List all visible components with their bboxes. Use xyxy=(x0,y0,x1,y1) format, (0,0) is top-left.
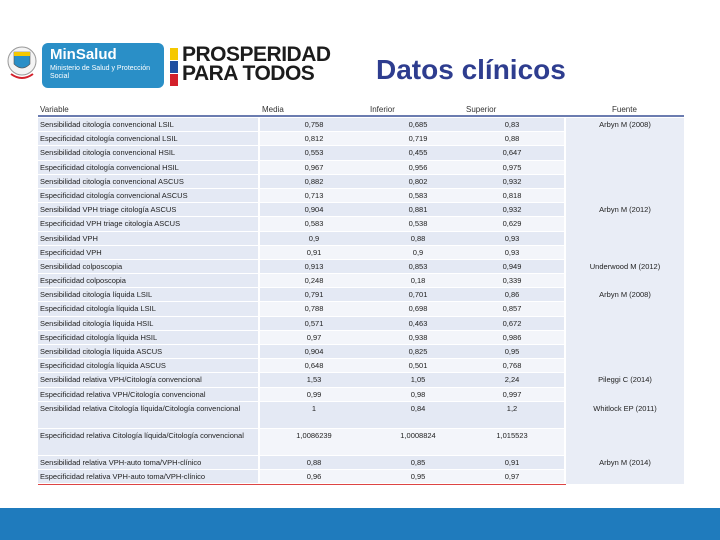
cell-superior: 0,857 xyxy=(502,304,522,314)
cell-superior: 0,93 xyxy=(504,247,520,257)
cell-media: 0,96 xyxy=(306,471,322,481)
row-band-fuente xyxy=(566,189,684,203)
row-band-fuente xyxy=(566,246,684,260)
cell-inferior: 1,05 xyxy=(410,375,426,385)
cell-superior: 0,975 xyxy=(502,162,522,172)
cell-inferior: 0,98 xyxy=(410,389,426,399)
column-header-variable: Variable xyxy=(40,105,69,114)
cell-variable: Especificidad relativa VPH-auto toma/VPH-clínico xyxy=(40,471,206,481)
cell-media: 0,648 xyxy=(304,361,324,371)
cell-variable: Sensibilidad VPH xyxy=(40,233,98,243)
cell-variable: Especificidad citología convencional LSIL xyxy=(40,134,178,144)
cell-variable: Especificidad citología líquida LSIL xyxy=(40,304,156,314)
cell-inferior: 0,95 xyxy=(410,471,426,481)
cell-variable: Especificidad colposcopia xyxy=(40,276,126,286)
cell-superior: 2,24 xyxy=(504,375,520,385)
cell-superior: 0,647 xyxy=(502,148,522,158)
cell-variable: Especificidad citología líquida HSIL xyxy=(40,332,158,342)
row-band-fuente xyxy=(566,359,684,373)
logo-area xyxy=(0,40,331,92)
table-row xyxy=(38,246,684,260)
cell-variable: Especificidad VPH triage citología ASCUS xyxy=(40,219,181,229)
cell-inferior: 0,9 xyxy=(412,247,424,257)
minsalud-name: MinSalud xyxy=(50,46,117,63)
cell-variable: Sensibilidad citología convencional LSIL xyxy=(40,120,174,129)
cell-inferior: 0,685 xyxy=(408,120,428,129)
colombia-coat-of-arms-icon xyxy=(5,44,39,84)
footer-bar xyxy=(0,508,720,540)
cell-inferior: 0,84 xyxy=(410,403,426,413)
cell-superior: 0,768 xyxy=(502,361,522,371)
cell-media: 0,571 xyxy=(304,318,324,328)
cell-superior: 0,986 xyxy=(502,332,522,342)
cell-inferior: 0,853 xyxy=(408,261,428,271)
prosperidad-logo xyxy=(182,45,331,83)
header-divider xyxy=(38,115,684,117)
cell-superior: 0,95 xyxy=(504,347,520,356)
cell-inferior: 0,956 xyxy=(408,162,428,172)
column-header-inferior: Inferior xyxy=(370,105,395,114)
cell-inferior: 0,501 xyxy=(408,361,428,371)
column-header-superior: Superior xyxy=(466,105,497,114)
table-row xyxy=(38,288,684,302)
cell-superior: 0,86 xyxy=(504,290,520,300)
table-row xyxy=(38,456,684,470)
cell-variable: Especificidad relativa VPH/Citología convencional xyxy=(40,389,206,399)
cell-superior: 0,97 xyxy=(504,471,520,481)
cell-media: 0,758 xyxy=(304,120,324,129)
cell-media: 0,967 xyxy=(304,162,324,172)
cell-fuente: Arbyn M (2012) xyxy=(599,205,651,215)
table-row xyxy=(38,146,684,160)
cell-variable: Sensibilidad citología convencional HSIL xyxy=(40,148,176,158)
table-row xyxy=(38,359,684,373)
cell-superior: 0,93 xyxy=(504,233,520,243)
cell-variable: Sensibilidad relativa VPH-auto toma/VPH-clínico xyxy=(40,457,202,467)
table-row xyxy=(38,203,684,217)
cell-media: 0,904 xyxy=(304,205,324,215)
cell-inferior: 0,538 xyxy=(408,219,428,229)
cell-fuente: Whitlock EP (2011) xyxy=(593,403,657,413)
row-band-fuente xyxy=(566,175,684,189)
cell-fuente: Arbyn M (2014) xyxy=(599,457,651,467)
cell-superior: 0,91 xyxy=(504,457,520,467)
cell-variable: Sensibilidad VPH triage citología ASCUS xyxy=(40,205,177,215)
cell-inferior: 0,88 xyxy=(410,233,426,243)
column-header-media: Media xyxy=(262,105,284,114)
row-band-fuente xyxy=(566,388,684,402)
cell-media: 0,713 xyxy=(304,190,324,200)
cell-media: 0,9 xyxy=(308,233,320,243)
cell-media: 0,788 xyxy=(304,304,324,314)
table-row xyxy=(38,470,684,484)
cell-media: 0,97 xyxy=(306,332,322,342)
cell-inferior: 0,802 xyxy=(408,176,428,186)
cell-inferior: 0,698 xyxy=(408,304,428,314)
row-band-fuente xyxy=(566,345,684,359)
clinical-data-table xyxy=(38,118,684,484)
cell-superior: 0,339 xyxy=(502,276,522,286)
cell-superior: 1,015523 xyxy=(496,430,528,440)
cell-superior: 0,818 xyxy=(502,190,522,200)
row-band-fuente xyxy=(566,217,684,231)
table-row xyxy=(38,132,684,146)
minsalud-logo xyxy=(42,43,164,88)
row-band-fuente xyxy=(566,232,684,246)
cell-variable: Sensibilidad colposcopia xyxy=(40,261,123,271)
flag-bars-icon xyxy=(170,48,178,86)
row-band-fuente xyxy=(566,132,684,146)
row-band-fuente xyxy=(566,146,684,160)
table-row xyxy=(38,260,684,274)
cell-inferior: 0,455 xyxy=(408,148,428,158)
table-row xyxy=(38,118,684,132)
prosperidad-line-1: PROSPERIDAD xyxy=(182,43,331,66)
cell-variable: Especificidad citología convencional ASCUS xyxy=(40,190,188,200)
cell-variable: Sensibilidad citología líquida HSIL xyxy=(40,318,154,328)
row-band-fuente xyxy=(566,274,684,288)
table-row xyxy=(38,331,684,345)
cell-fuente: Arbyn M (2008) xyxy=(599,290,651,300)
page-title: Datos clínicos xyxy=(376,54,566,85)
table-row xyxy=(38,402,684,429)
cell-media: 0,88 xyxy=(306,457,322,467)
cell-inferior: 0,583 xyxy=(408,190,428,200)
cell-variable: Especificidad relativa Citología líquida/Citología convencional xyxy=(40,430,244,440)
cell-variable: Especificidad VPH xyxy=(40,247,102,257)
cell-superior: 0,83 xyxy=(504,120,520,129)
table-row xyxy=(38,429,684,456)
table-row xyxy=(38,217,684,231)
table-row xyxy=(38,388,684,402)
cell-fuente: Pileggi C (2014) xyxy=(598,375,652,385)
table-row xyxy=(38,189,684,203)
row-band-fuente xyxy=(566,470,684,484)
cell-inferior: 0,701 xyxy=(408,290,428,300)
cell-variable: Especificidad citología convencional HSIL xyxy=(40,162,179,172)
cell-media: 0,913 xyxy=(304,261,324,271)
cell-fuente: Underwood M (2012) xyxy=(589,261,661,271)
cell-variable: Sensibilidad citología líquida LSIL xyxy=(40,290,153,300)
cell-media: 0,882 xyxy=(304,176,324,186)
cell-media: 0,791 xyxy=(304,290,324,300)
cell-inferior: 0,719 xyxy=(408,134,428,144)
table-bottom-line xyxy=(38,484,566,485)
table-row xyxy=(38,175,684,189)
cell-media: 1 xyxy=(311,403,317,413)
cell-superior: 0,949 xyxy=(502,261,522,271)
table-row xyxy=(38,373,684,387)
column-header-fuente: Fuente xyxy=(612,105,637,114)
table-row xyxy=(38,232,684,246)
row-band-fuente xyxy=(566,302,684,316)
cell-media: 1,53 xyxy=(306,375,322,385)
cell-superior: 0,88 xyxy=(504,134,520,144)
row-band-fuente xyxy=(566,429,684,456)
cell-superior: 0,997 xyxy=(502,389,522,399)
cell-fuente: Arbyn M (2008) xyxy=(599,120,651,129)
cell-inferior: 0,18 xyxy=(410,276,426,286)
minsalud-subtitle: Ministerio de Salud y Protección Social xyxy=(50,65,150,80)
cell-inferior: 0,881 xyxy=(408,205,428,215)
row-band-fuente xyxy=(566,317,684,331)
cell-superior: 1,2 xyxy=(506,403,518,413)
cell-media: 0,99 xyxy=(306,389,322,399)
cell-media: 1,0086239 xyxy=(296,430,332,440)
cell-variable: Sensibilidad relativa Citología líquida/Citología convencional xyxy=(40,403,241,413)
cell-media: 0,812 xyxy=(304,134,324,144)
cell-variable: Sensibilidad citología convencional ASCUS xyxy=(40,176,184,186)
cell-media: 0,248 xyxy=(304,276,324,286)
table-row xyxy=(38,302,684,316)
cell-inferior: 0,825 xyxy=(408,347,428,356)
cell-superior: 0,672 xyxy=(502,318,522,328)
table-row xyxy=(38,161,684,175)
cell-media: 0,904 xyxy=(304,347,324,356)
table-row xyxy=(38,274,684,288)
cell-inferior: 0,85 xyxy=(410,457,426,467)
cell-inferior: 1,0008824 xyxy=(400,430,436,440)
table-row xyxy=(38,345,684,359)
cell-media: 0,553 xyxy=(304,148,324,158)
cell-media: 0,583 xyxy=(304,219,324,229)
row-band-fuente xyxy=(566,161,684,175)
table-row xyxy=(38,317,684,331)
cell-variable: Sensibilidad relativa VPH/Citología convencional xyxy=(40,375,202,385)
cell-inferior: 0,463 xyxy=(408,318,428,328)
cell-variable: Especificidad citología líquida ASCUS xyxy=(40,361,166,371)
cell-inferior: 0,938 xyxy=(408,332,428,342)
cell-superior: 0,932 xyxy=(502,176,522,186)
cell-variable: Sensibilidad citología líquida ASCUS xyxy=(40,347,163,356)
prosperidad-line-2: PARA TODOS xyxy=(182,62,315,85)
cell-superior: 0,932 xyxy=(502,205,522,215)
cell-media: 0,91 xyxy=(306,247,322,257)
cell-superior: 0,629 xyxy=(502,219,522,229)
row-band-fuente xyxy=(566,331,684,345)
